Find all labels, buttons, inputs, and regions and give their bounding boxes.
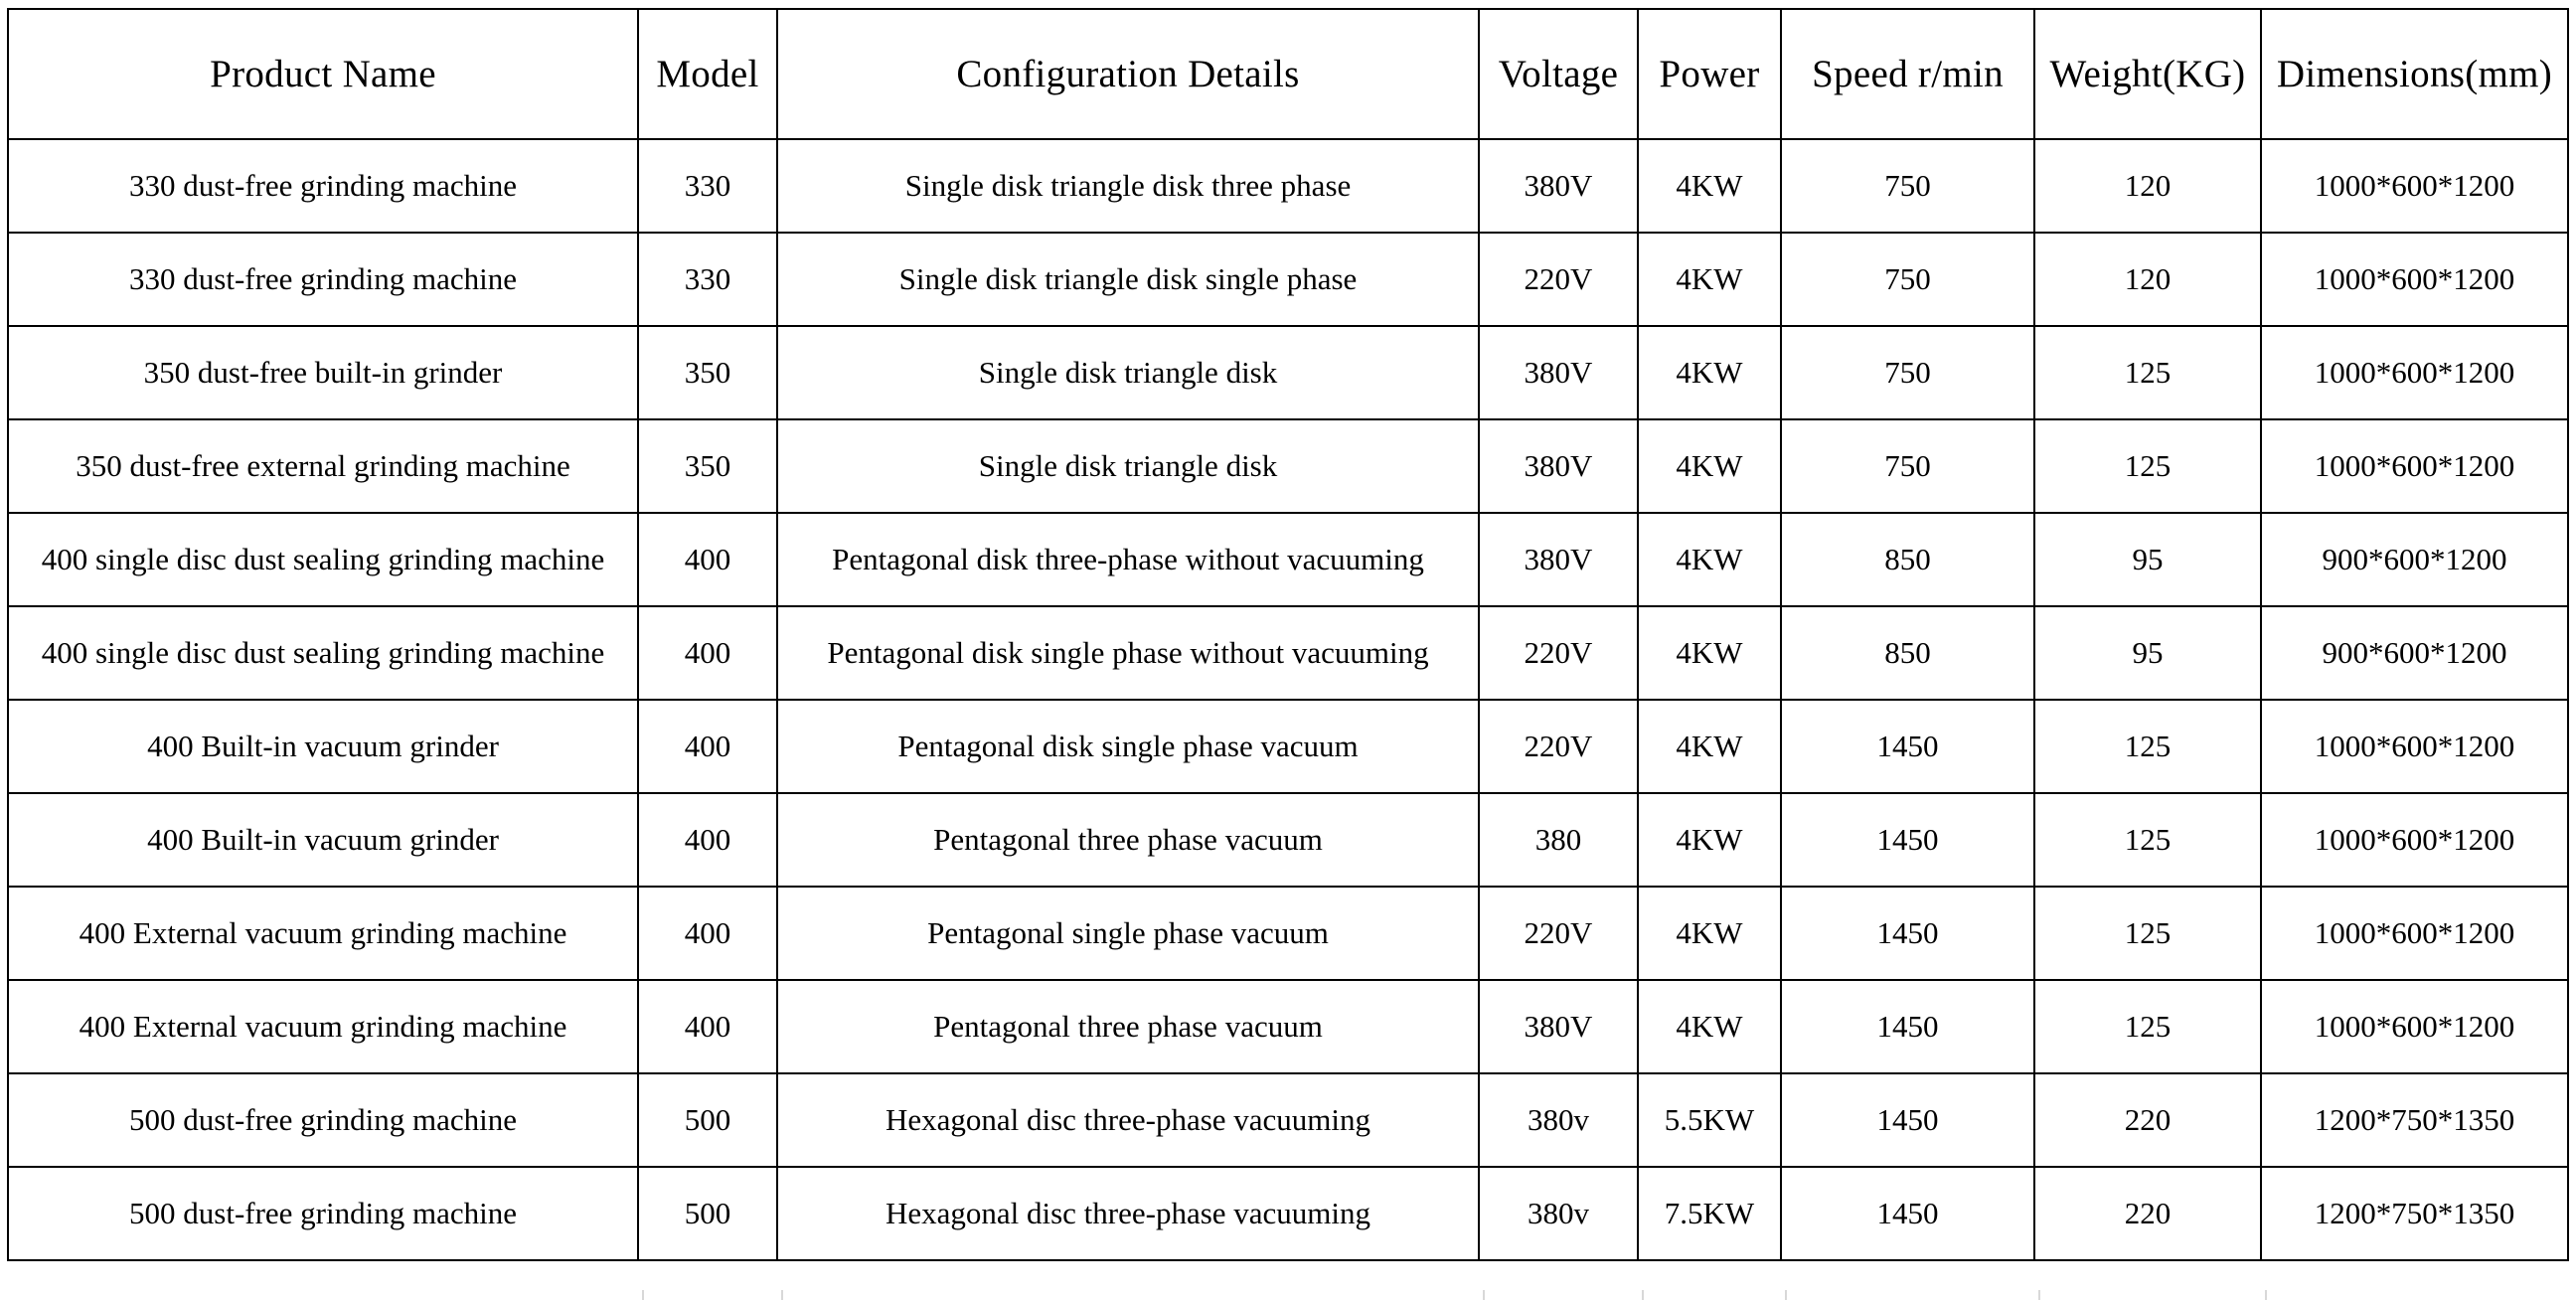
cell-weight: 95 xyxy=(2034,606,2261,700)
cell-speed: 750 xyxy=(1781,233,2034,326)
table-row xyxy=(8,606,2568,700)
table-row xyxy=(8,419,2568,513)
gridline-stub xyxy=(2038,1290,2040,1300)
cell-configuration: Hexagonal disc three-phase vacuuming xyxy=(777,1073,1479,1167)
table-row xyxy=(8,793,2568,887)
cell-product-name: 400 single disc dust sealing grinding machine xyxy=(8,513,638,606)
cell-dimensions: 1000*600*1200 xyxy=(2261,793,2568,887)
gridline-stub xyxy=(781,1290,783,1300)
cell-dimensions: 1000*600*1200 xyxy=(2261,139,2568,233)
cell-weight: 120 xyxy=(2034,233,2261,326)
cell-product-name: 400 Built-in vacuum grinder xyxy=(8,793,638,887)
header-voltage: Voltage xyxy=(1479,9,1638,139)
cell-configuration: Pentagonal three phase vacuum xyxy=(777,793,1479,887)
cell-power: 7.5KW xyxy=(1638,1167,1781,1260)
cell-weight: 220 xyxy=(2034,1073,2261,1167)
cell-dimensions: 1000*600*1200 xyxy=(2261,419,2568,513)
cell-product-name: 350 dust-free built-in grinder xyxy=(8,326,638,419)
cell-configuration: Single disk triangle disk xyxy=(777,326,1479,419)
cell-model: 330 xyxy=(638,139,777,233)
cell-voltage: 380 xyxy=(1479,793,1638,887)
cell-model: 350 xyxy=(638,419,777,513)
cell-product-name: 500 dust-free grinding machine xyxy=(8,1167,638,1260)
cell-speed: 1450 xyxy=(1781,887,2034,980)
cell-speed: 850 xyxy=(1781,606,2034,700)
cell-power: 4KW xyxy=(1638,419,1781,513)
cell-power: 4KW xyxy=(1638,793,1781,887)
cell-configuration: Single disk triangle disk xyxy=(777,419,1479,513)
gridline-stub xyxy=(1483,1290,1485,1300)
cell-weight: 125 xyxy=(2034,793,2261,887)
cell-voltage: 380V xyxy=(1479,980,1638,1073)
cell-dimensions: 1000*600*1200 xyxy=(2261,700,2568,793)
header-weight: Weight(KG) xyxy=(2034,9,2261,139)
cell-model: 500 xyxy=(638,1073,777,1167)
table-row xyxy=(8,513,2568,606)
cell-product-name: 330 dust-free grinding machine xyxy=(8,139,638,233)
cell-weight: 125 xyxy=(2034,887,2261,980)
cell-power: 4KW xyxy=(1638,606,1781,700)
cell-voltage: 220V xyxy=(1479,606,1638,700)
cell-speed: 750 xyxy=(1781,419,2034,513)
cell-configuration: Pentagonal disk single phase without vacuuming xyxy=(777,606,1479,700)
cell-product-name: 400 External vacuum grinding machine xyxy=(8,980,638,1073)
cell-power: 4KW xyxy=(1638,700,1781,793)
header-row xyxy=(8,9,2568,139)
header-power: Power xyxy=(1638,9,1781,139)
cell-speed: 1450 xyxy=(1781,793,2034,887)
table-row xyxy=(8,1073,2568,1167)
cell-speed: 1450 xyxy=(1781,700,2034,793)
cell-power: 4KW xyxy=(1638,326,1781,419)
cell-configuration: Pentagonal three phase vacuum xyxy=(777,980,1479,1073)
cell-voltage: 220V xyxy=(1479,700,1638,793)
cell-product-name: 400 External vacuum grinding machine xyxy=(8,887,638,980)
gridline-stub xyxy=(2265,1290,2267,1300)
cell-dimensions: 1000*600*1200 xyxy=(2261,326,2568,419)
cell-configuration: Hexagonal disc three-phase vacuuming xyxy=(777,1167,1479,1260)
cell-voltage: 380V xyxy=(1479,326,1638,419)
header-model: Model xyxy=(638,9,777,139)
cell-product-name: 400 single disc dust sealing grinding machine xyxy=(8,606,638,700)
cell-weight: 125 xyxy=(2034,980,2261,1073)
cell-configuration: Single disk triangle disk three phase xyxy=(777,139,1479,233)
cell-voltage: 220V xyxy=(1479,233,1638,326)
cell-model: 330 xyxy=(638,233,777,326)
cell-voltage: 220V xyxy=(1479,887,1638,980)
cell-model: 400 xyxy=(638,980,777,1073)
cell-power: 4KW xyxy=(1638,513,1781,606)
cell-speed: 850 xyxy=(1781,513,2034,606)
table-row xyxy=(8,700,2568,793)
header-speed: Speed r/min xyxy=(1781,9,2034,139)
cell-weight: 125 xyxy=(2034,419,2261,513)
cell-weight: 220 xyxy=(2034,1167,2261,1260)
cell-dimensions: 1000*600*1200 xyxy=(2261,980,2568,1073)
table-row xyxy=(8,139,2568,233)
cell-power: 4KW xyxy=(1638,233,1781,326)
product-spec-table xyxy=(7,8,2569,1261)
cell-voltage: 380v xyxy=(1479,1073,1638,1167)
cell-speed: 1450 xyxy=(1781,1073,2034,1167)
cell-power: 4KW xyxy=(1638,887,1781,980)
cell-configuration: Pentagonal single phase vacuum xyxy=(777,887,1479,980)
cell-dimensions: 1000*600*1200 xyxy=(2261,887,2568,980)
cell-product-name: 500 dust-free grinding machine xyxy=(8,1073,638,1167)
header-product-name: Product Name xyxy=(8,9,638,139)
table-row xyxy=(8,887,2568,980)
cell-weight: 120 xyxy=(2034,139,2261,233)
cell-model: 400 xyxy=(638,887,777,980)
table-row xyxy=(8,1167,2568,1260)
header-dimensions: Dimensions(mm) xyxy=(2261,9,2568,139)
cell-weight: 125 xyxy=(2034,326,2261,419)
cell-dimensions: 1200*750*1350 xyxy=(2261,1073,2568,1167)
table-body xyxy=(8,139,2568,1260)
cell-voltage: 380v xyxy=(1479,1167,1638,1260)
gridline-stub xyxy=(1642,1290,1644,1300)
cell-power: 4KW xyxy=(1638,139,1781,233)
table-row xyxy=(8,980,2568,1073)
cell-speed: 750 xyxy=(1781,139,2034,233)
header-configuration-details: Configuration Details xyxy=(777,9,1479,139)
cell-dimensions: 1000*600*1200 xyxy=(2261,233,2568,326)
cell-model: 400 xyxy=(638,606,777,700)
cell-product-name: 400 Built-in vacuum grinder xyxy=(8,700,638,793)
cell-speed: 1450 xyxy=(1781,980,2034,1073)
cell-dimensions: 900*600*1200 xyxy=(2261,606,2568,700)
table-row xyxy=(8,326,2568,419)
gridline-stub xyxy=(1785,1290,1787,1300)
cell-voltage: 380V xyxy=(1479,513,1638,606)
table-row xyxy=(8,233,2568,326)
cell-speed: 1450 xyxy=(1781,1167,2034,1260)
cell-power: 5.5KW xyxy=(1638,1073,1781,1167)
cell-dimensions: 1200*750*1350 xyxy=(2261,1167,2568,1260)
cell-product-name: 350 dust-free external grinding machine xyxy=(8,419,638,513)
gridline-stub xyxy=(642,1290,644,1300)
cell-weight: 125 xyxy=(2034,700,2261,793)
cell-configuration: Single disk triangle disk single phase xyxy=(777,233,1479,326)
cell-weight: 95 xyxy=(2034,513,2261,606)
cell-model: 500 xyxy=(638,1167,777,1260)
cell-model: 400 xyxy=(638,700,777,793)
cell-configuration: Pentagonal disk three-phase without vacuuming xyxy=(777,513,1479,606)
cell-voltage: 380V xyxy=(1479,419,1638,513)
cell-model: 400 xyxy=(638,793,777,887)
cell-dimensions: 900*600*1200 xyxy=(2261,513,2568,606)
cell-model: 400 xyxy=(638,513,777,606)
cell-product-name: 330 dust-free grinding machine xyxy=(8,233,638,326)
cell-voltage: 380V xyxy=(1479,139,1638,233)
cell-speed: 750 xyxy=(1781,326,2034,419)
cell-configuration: Pentagonal disk single phase vacuum xyxy=(777,700,1479,793)
cell-power: 4KW xyxy=(1638,980,1781,1073)
cell-model: 350 xyxy=(638,326,777,419)
